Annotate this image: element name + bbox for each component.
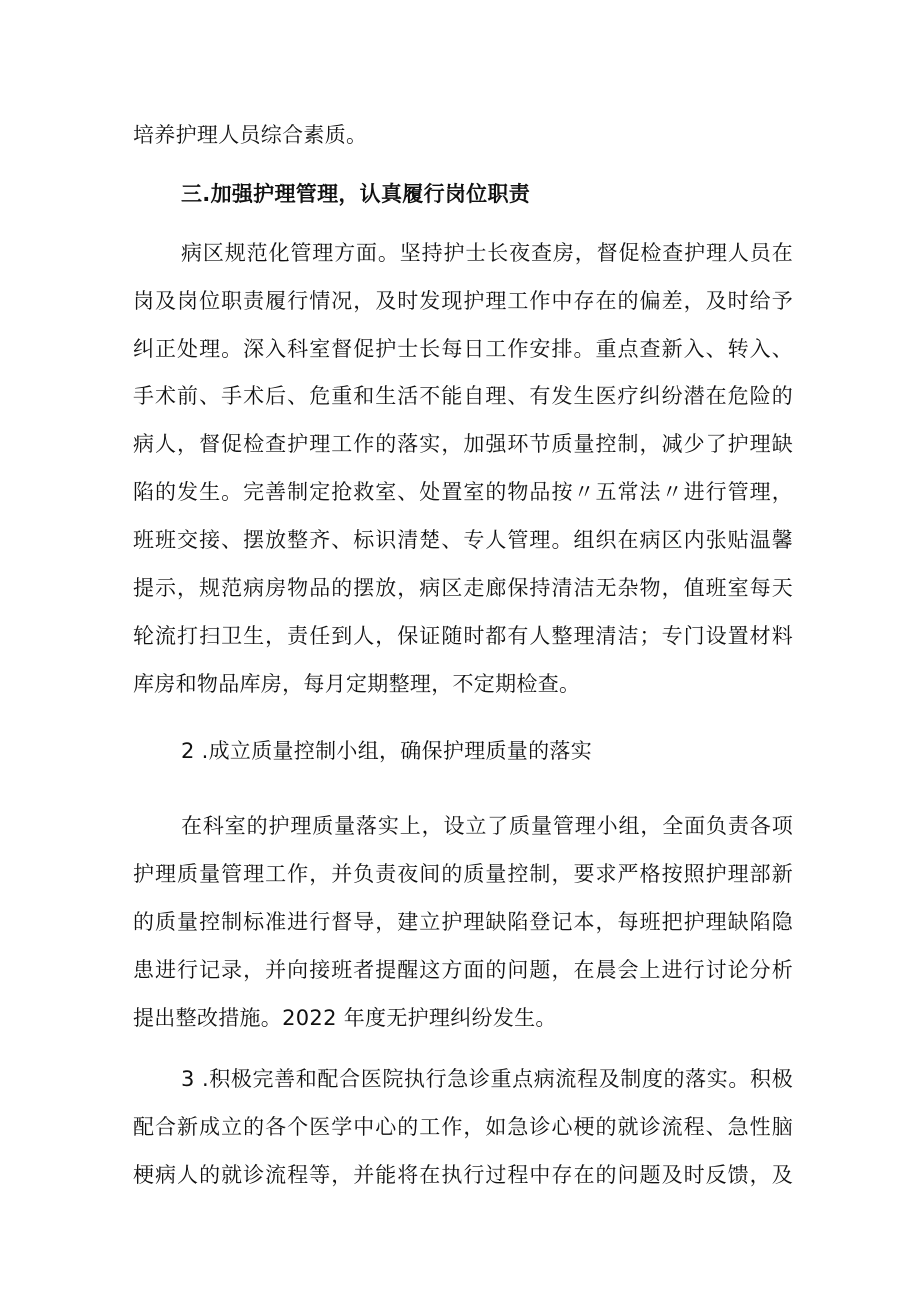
paragraph-line: 纠正处理。深入科室督促护士长每日工作安排。重点查新入、转入、 bbox=[133, 337, 793, 361]
paragraph-line: 班班交接、摆放整齐、标识清楚、专人管理。组织在病区内张贴温馨 bbox=[133, 528, 793, 552]
paragraph-line: 在科室的护理质量落实上，设立了质量管理小组，全面负责各项 bbox=[181, 814, 793, 838]
paragraph-line: 手术前、手术后、危重和生活不能自理、有发生医疗纠纷潜在危险的 bbox=[133, 384, 793, 408]
paragraph-line: 库房和物品库房，每月定期整理，不定期检查。 bbox=[133, 672, 581, 696]
paragraph-line: 3 .积极完善和配合医院执行急诊重点病流程及制度的落实。积极 bbox=[181, 1067, 793, 1091]
paragraph-line: 陷的发生。完善制定抢救室、处置室的物品按〃五常法〃进行管理， bbox=[133, 480, 793, 504]
sub-heading: 2 .成立质量控制小组，确保护理质量的落实 bbox=[181, 739, 593, 763]
paragraph-line: 岗及岗位职责履行情况，及时发现护理工作中存在的偏差，及时给予 bbox=[133, 289, 793, 313]
paragraph-line: 提示，规范病房物品的摆放，病区走廊保持清洁无杂物，值班室每天 bbox=[133, 576, 793, 600]
paragraph-line: 病区规范化管理方面。坚持护士长夜查房，督促检查护理人员在 bbox=[181, 241, 793, 265]
paragraph-line: 病人，督促检查护理工作的落实，加强环节质量控制，减少了护理缺 bbox=[133, 432, 793, 456]
paragraph-line: 培养护理人员综合素质。 bbox=[133, 123, 368, 147]
paragraph-line: 梗病人的就诊流程等，并能将在执行过程中存在的问题及时反馈，及 bbox=[133, 1163, 793, 1187]
paragraph-line: 轮流打扫卫生，责任到人，保证随时都有人整理清洁；专门设置材料 bbox=[133, 624, 793, 648]
paragraph-line: 提出整改措施。2022 年度无护理纠纷发生。 bbox=[133, 1006, 557, 1030]
paragraph-line: 配合新成立的各个医学中心的工作，如急诊心梗的就诊流程、急性脑 bbox=[133, 1115, 793, 1139]
paragraph-line: 护理质量管理工作，并负责夜间的质量控制，要求严格按照护理部新 bbox=[133, 862, 793, 886]
paragraph-line: 的质量控制标准进行督导，建立护理缺陷登记本，每班把护理缺陷隐 bbox=[133, 910, 793, 934]
paragraph-line: 患进行记录，并向接班者提醒这方面的问题，在晨会上进行讨论分析 bbox=[133, 958, 793, 982]
section-heading: 三.加强护理管理，认真履行岗位职责 bbox=[181, 182, 531, 206]
